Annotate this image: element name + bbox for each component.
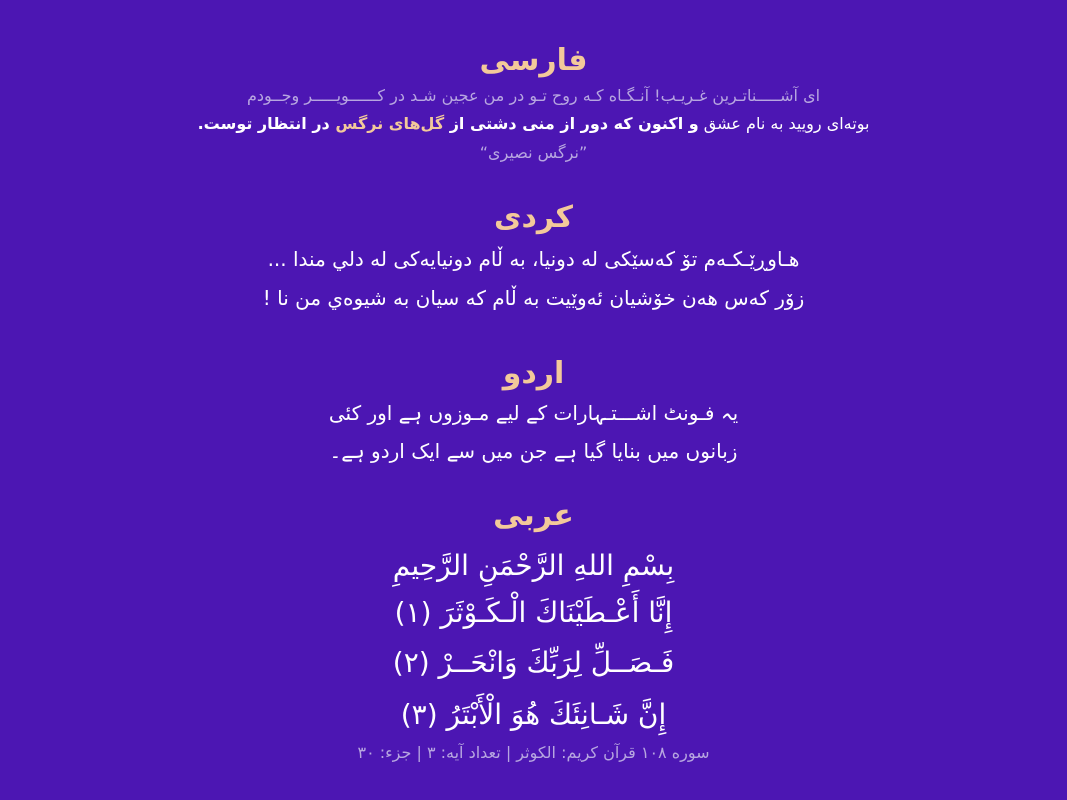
persian-heading: فارسی — [479, 43, 588, 78]
quran-verse-2: فَـصَــلِّ لِرَبِّكَ وَانْحَــرْ (٢) — [392, 646, 675, 679]
quran-basmala: بِسْمِ اللهِ الرَّحْمَنِ الرَّحِيمِ — [392, 549, 675, 582]
quran-verse-3: إِنَّ شَـانِئَكَ هُوَ الْأَبْتَرُ (٣) — [400, 698, 667, 731]
persian-poem-line-2-part-1: بوته‌ای رویید به نام عشق — [698, 114, 870, 133]
persian-poem-highlight: گل‌های نرگس — [329, 114, 445, 133]
quran-verse-1: إِنَّا أَعْـطَيْنَاكَ الْـكَـوْثَرَ (١) — [394, 596, 673, 629]
kurdish-line-1: هـاوڕێـکـەم تۆ کەسێکی لە دونیا، بە ڵام دونیایەکی لە دلي مندا ... — [267, 247, 800, 271]
arabic-heading: عربی — [493, 498, 574, 533]
urdu-line-1: یہ فـونٹ اشـــتـہارات کے لیے مـوزوں ہے اور کئی — [328, 401, 739, 425]
quran-reference: سوره ۱۰۸ قرآن کریم: الکوثر | تعداد آیه: ۳ | جزء: ۳۰ — [357, 743, 710, 762]
urdu-heading: اردو — [502, 356, 565, 391]
persian-poem-line-1: ای آشـــــناتـرین غـریـب! آنـگـاه کـه روح تـو در من عجین شـد در کــــــویـــــر وجــودم — [246, 86, 821, 105]
urdu-line-2: زبانوں میں بنایا گیا ہے جن میں سے ایک اردو ہے۔ — [329, 439, 738, 463]
kurdish-line-2: زۆر کەس هەن خۆشیان ئەوێیت بە ڵام کە سیان بە شیوەي من نا ! — [262, 286, 805, 310]
persian-poem-author: ”نرگس نصیری“ — [479, 143, 588, 162]
persian-poem-line-2-part-2: و اکنون که دور از منی — [516, 114, 699, 133]
persian-poem-line-2 — [0, 111, 1067, 137]
persian-poem-line-2-part-5: در انتظار توست. — [197, 114, 330, 133]
persian-poem-line-2-part-3: دشتی از — [444, 114, 517, 133]
kurdish-heading: کردی — [494, 200, 573, 235]
